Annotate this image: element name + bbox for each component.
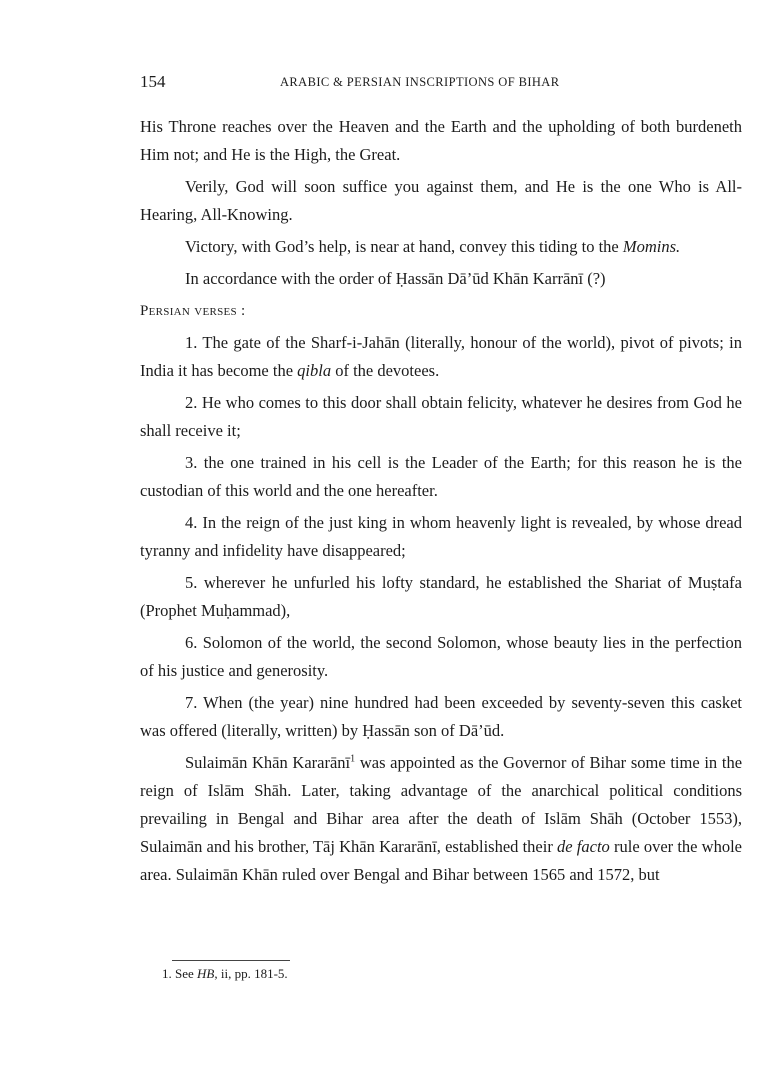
verse-1-text: 1. The gate of the Sharf-i-Jahān (literally, honour of the world), pivot of pivots; in India it has become the [140,333,742,380]
footnote-prefix: 1. See [162,966,194,981]
footnote-hb-italic: HB [197,966,215,981]
verse-3: 3. the one trained in his cell is the Leader of the Earth; for this reason he is the custodian of this world and the one hereafter. [140,453,742,500]
footnote [162,966,288,982]
page-number: 154 [140,72,166,91]
sulaiman-name: Sulaimān Khān Kararānī [185,753,351,772]
paragraph-sulaiman [140,749,742,889]
paragraph-throne: His Throne reaches over the Heaven and the Earth and the upholding of both burdeneth Him not; and He is the High, the Great. [140,117,742,164]
verse-7: 7. When (the year) nine hundred had been exceeded by seventy-seven this casket was offered (literally, written) by Ḥassān son of Dā’ūd. [140,693,742,740]
qibla-italic: qibla [297,361,332,380]
momins-italic: Momins. [622,237,681,256]
verse-5: 5. wherever he unfurled his lofty standard, he established the Shariat of Muṣtafa (Prophet Muḥammad), [140,573,742,620]
footnote-suffix: , ii, pp. 181-5. [214,966,288,981]
victory-text: Victory, with God’s help, is near at hand, convey this tiding to the [185,237,619,256]
paragraph-victory [140,233,742,261]
footnote-marker[interactable]: 1 [350,753,356,765]
footnote-rule [172,960,290,961]
sulaiman-text-end: rule over the whole area. Sulaimān Khān ruled over Bengal and Bihar between 1565 and 1572, but [140,837,742,884]
sulaiman-text: was appointed as the Governor of Bihar some time in the reign of Islām Shāh. Later, taking advantage of the anarchical political conditions prevailing in Bengal and Bihar area after the death of Islām Shāh (October 1553), Sulaimān and his brother, Tāj Khān Kararānī, established their [140,753,743,856]
running-title: ARABIC & PERSIAN INSCRIPTIONS OF BIHAR [280,75,560,89]
verse-1-end: of the devotees. [335,361,440,380]
verse-1 [140,329,742,385]
paragraph-order: In accordance with the order of Ḥassān Dā’ūd Khān Karrānī (?) [185,269,606,288]
body-text [140,113,742,893]
paragraph-verily: Verily, God will soon suffice you against them, and He is the one Who is All-Hearing, All-Knowing. [140,177,742,224]
de-facto-italic: de facto [557,837,610,856]
verse-6: 6. Solomon of the world, the second Solomon, whose beauty lies in the perfection of his justice and generosity. [140,633,742,680]
section-label-persian-verses: Persian verses : [140,303,246,319]
verse-2: 2. He who comes to this door shall obtain felicity, whatever he desires from God he shall receive it; [140,393,742,440]
page-header [140,72,740,96]
verse-4: 4. In the reign of the just king in whom heavenly light is revealed, by whose dread tyranny and infidelity have disappeared; [140,513,742,560]
